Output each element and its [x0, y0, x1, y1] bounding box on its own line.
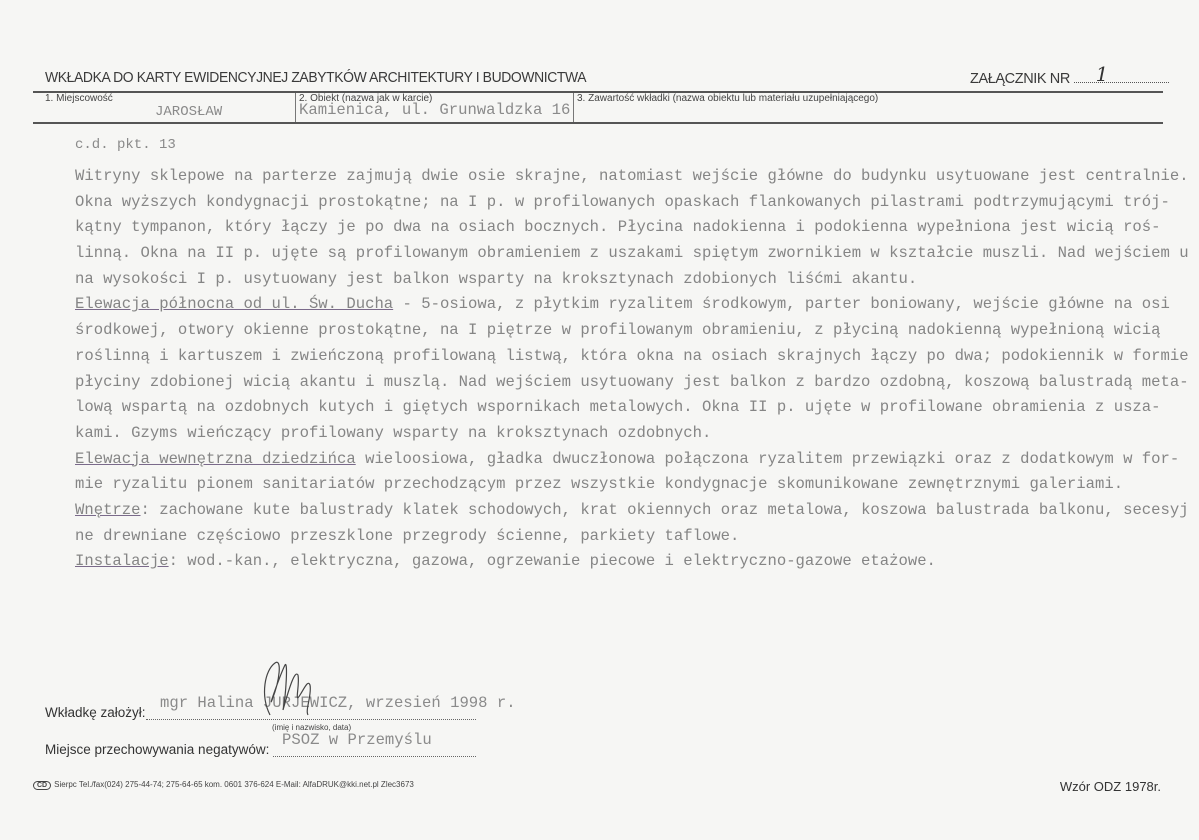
negatives-value: PSOZ w Przemyślu [282, 731, 432, 749]
form-version: Wzór ODZ 1978r. [1059, 779, 1161, 794]
section-heading-line: Wnętrze: zachowane kute balustrady klatek schodowych, krat okiennych oraz metalowa, koszowa balustrada balkonu, secesyj [75, 500, 1189, 519]
text-line: Okna wyższych kondygnacji prostokątne; na I p. w profilowanych opaskach flankowanych pilastrami podtrzymującymi trój- [75, 192, 1170, 211]
author-label: Wkładkę założył: [45, 705, 146, 720]
annex-label: ZAŁĄCZNIK NR [970, 71, 1070, 87]
field-divider [295, 93, 296, 122]
printer-info: Sierpc Tel./fax(024) 275-44-74; 275-64-65 kom. 0601 376-624 E-Mail: AlfaDRUK@kki.net.pl Zlec3673 [54, 780, 414, 789]
object-label: 2. Obiekt (nazwa jak w karcie) [299, 93, 433, 104]
description-text [75, 164, 1189, 575]
section-heading: Elewacja północna od ul. Św. Ducha [75, 295, 394, 314]
section-heading-line: Elewacja wewnętrzna dziedzińca wieloosiowa, gładka dwuczłonowa połączona ryzalitem przewiązki oraz z dodatkowym w for- [75, 449, 1180, 468]
text-line: kami. Gzyms wieńczący profilowany wsparty na kroksztynach ozdobnych. [75, 423, 712, 442]
text-line: kątny tympanon, który łączy je po dwa na osiach bocznych. Płycina nadokienna i podokienna wypełniona jest wicią roś- [75, 218, 1161, 237]
continuation-note: c.d. pkt. 13 [75, 137, 176, 153]
form-title: WKŁADKA DO KARTY EWIDENCYJNEJ ZABYTKÓW ARCHITEKTURY I BUDOWNICTWA [45, 70, 587, 86]
section-heading: Elewacja wewnętrzna dziedzińca [75, 449, 356, 468]
text-line: lową wspartą na ozdobnych kutych i giętych wspornikach metalowych. Okna II p. ujęte w profilowane obramienia z usza- [75, 398, 1161, 417]
author-hint: (imię i nazwisko, data) [272, 723, 352, 732]
text-line: ne drewniane częściowo przeszklone przegrody ścienne, parkiety taflowe. [75, 526, 740, 545]
section-heading: Wnętrze [75, 500, 141, 519]
locality-label: 1. Miejscowość [45, 93, 113, 104]
annex-number-field [970, 62, 1169, 87]
text-line: środkowej, otwory okienne prostokątne, na I piętrze w profilowanym obramieniu, z płyciną nadokienną wypełnioną wicią [75, 321, 1161, 340]
header-rule-bottom [33, 122, 1163, 124]
printer-footer [33, 780, 414, 790]
text-line: na wysokości I p. usytuowany jest balkon wsparty na kroksztynach zdobionych liśćmi akantu. [75, 269, 918, 288]
text-line: mie ryzalitu pionem sanitariatów przechodzącym przez wszystkie kondygnacje skomunikowane zewnętrznymi galeriami. [75, 475, 1124, 494]
section-heading-line: Instalacje: wod.-kan., elektryczna, gazowa, ogrzewanie piecowe i elektryczno-gazowe etażowe. [75, 552, 936, 571]
signature [250, 655, 320, 725]
author-value: mgr Halina JURJEWICZ, wrzesień 1998 r. [160, 694, 516, 712]
negatives-label: Miejsce przechowywania negatywów: [45, 742, 270, 757]
printer-logo: CD [33, 781, 51, 790]
text-line: Witryny sklepowe na parterze zajmują dwie osie skrajne, natomiast wejście główne do budynku usytuowane jest centralnie. [75, 167, 1189, 185]
text-line: roślinną i kartuszem i zwieńczoną profilowaną listwą, która okna na osiach skrajnych łączy po dwa; podokiennik w formie [75, 346, 1189, 365]
text-line: płyciny zdobionej wicią akantu i muszlą. Nad wejściem usytuowany jest balkon z bardzo ozdobną, koszową balustradą meta- [75, 372, 1189, 391]
field-divider [573, 93, 574, 122]
annex-number: 1 [1095, 62, 1108, 86]
negatives-dotted-line [273, 755, 476, 757]
content-label: 3. Zawartość wkładki (nazwa obiektu lub materiału uzupełniającego) [577, 93, 879, 104]
section-heading: Instalacje [75, 552, 169, 571]
locality-value: JAROSŁAW [155, 104, 223, 120]
object-value: Kamienica, ul. Grunwaldzka 16 [299, 101, 571, 119]
text-line: linną. Okna na II p. ujęte są profilowanym obramieniem z uszakami spiętym zwornikiem w kształcie muszli. Nad wejściem u [75, 244, 1189, 263]
section-heading-line: Elewacja północna od ul. Św. Ducha - 5-osiowa, z płytkim ryzalitem środkowym, parter boniowany, wejście główne na osi [75, 295, 1170, 314]
